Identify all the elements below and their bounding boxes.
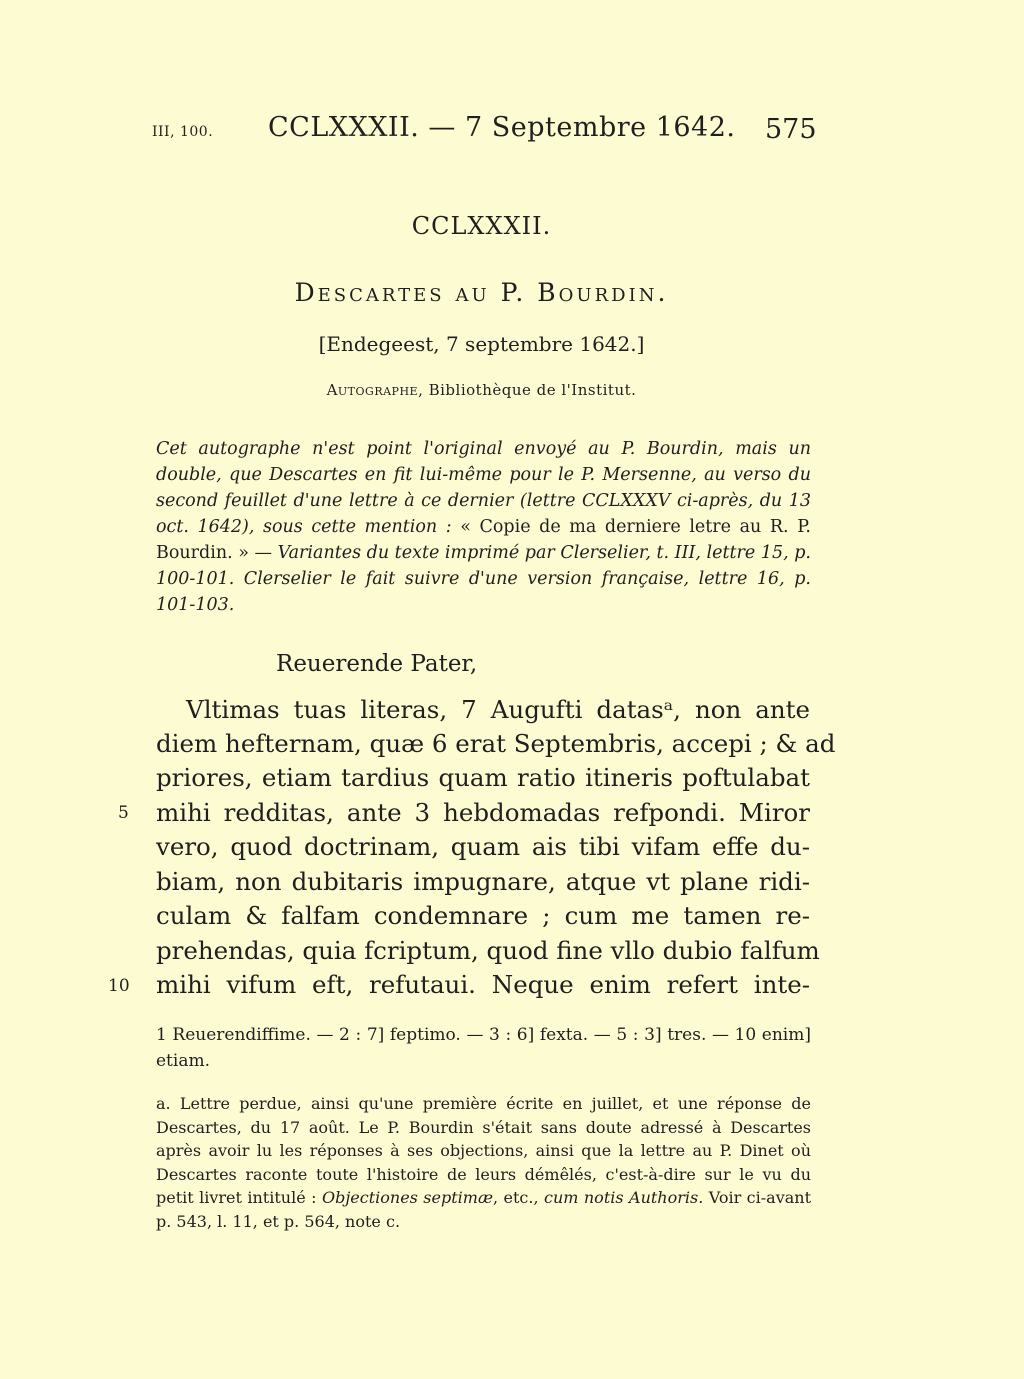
line-number-5: 5: [118, 803, 129, 823]
body-line-8: prehendas, quia fcriptum, quod fine vllo dubio falfum: [156, 936, 820, 965]
running-header-title: CCLXXXII. — 7 Septembre 1642.: [268, 112, 736, 143]
letter-date: [Endegeest, 7 septembre 1642.]: [318, 332, 645, 356]
page-number: 575: [765, 114, 817, 145]
body-line-7: culam & falfam condemnare ; cum me tamen re-: [156, 901, 810, 930]
body-line-6: biam, non dubitaris impugnare, atque vt plane ridi-: [156, 867, 810, 896]
intro-note-quote: « Copie de ma derniere letre au R. P. Bourdin. » —: [156, 517, 811, 563]
footnote-part2: , etc.,: [493, 1188, 544, 1207]
body-line-4: mihi redditas, ante 3 hebdomadas refpondi. Miror: [156, 798, 810, 827]
salutation: Reuerende Pater,: [276, 651, 478, 677]
body-line-3: priores, etiam tardius quam ratio itineris poftulabat: [156, 763, 810, 792]
source-text: Bibliothèque de l'Institut.: [423, 381, 637, 399]
intro-note-part1: Cet autographe n'est point l'original envoyé au P. Bourdin, mais un double, que Descartes en fit lui-même pour le P. Mersenne, au verso du second feuillet d'une lettre à ce dernier (lettre CCLXXXV ci-après, du 13 oct. 1642), sous cette mention :: [156, 439, 811, 537]
footnote-part3: Voir ci-avant p. 543, l. 11, et p. 564, note c.: [156, 1188, 812, 1231]
source-line: [0, 381, 963, 399]
source-label: Autographe,: [326, 381, 424, 399]
running-header-reference: III, 100.: [152, 124, 214, 140]
editorial-intro-note: [156, 436, 811, 618]
footnote-italic-notes: cum notis Authoris.: [544, 1188, 704, 1207]
letter-number: CCLXXXII.: [411, 212, 552, 240]
body-line-2: diem hefternam, quæ 6 erat Septembris, accepi ; & ad: [156, 729, 836, 758]
body-line-9: mihi vifum eft, refutaui. Neque enim refert inte-: [156, 970, 810, 999]
letter-heading: Descartes au P. Bourdin.: [294, 278, 669, 307]
body-line-1: Vltimas tuas literas, 7 Augufti datasᵃ, non ante: [186, 695, 810, 724]
footnote-italic-title: Objectiones septimæ: [321, 1188, 493, 1207]
intro-note-part2: Variantes du texte imprimé par Clerselier, t. III, lettre 15, p. 100-101. Clerselier le fait suivre d'une version française, lettre 16, p. 101-103.: [156, 543, 811, 615]
footnote-a: [156, 1092, 811, 1233]
line-number-10: 10: [108, 976, 130, 996]
body-line-5: vero, quod doctrinam, quam ais tibi vifam effe du-: [156, 832, 810, 861]
variant-readings: 1 Reuerendiffime. — 2 : 7] feptimo. — 3 : 6] fexta. — 5 : 3] tres. — 10 enim] etiam.: [156, 1025, 811, 1071]
footnote-part1: a. Lettre perdue, ainsi qu'une première écrite en juillet, et une réponse de Descartes, du 17 août. Le P. Bourdin s'était sans doute adressé à Descartes après avoir lu les réponses à ses objections, ainsi que la lettre au P. Dinet où Descartes raconte toute l'histoire de leurs démêlés, c'est-à-dire sur le vu du petit livret intitulé :: [156, 1094, 811, 1207]
